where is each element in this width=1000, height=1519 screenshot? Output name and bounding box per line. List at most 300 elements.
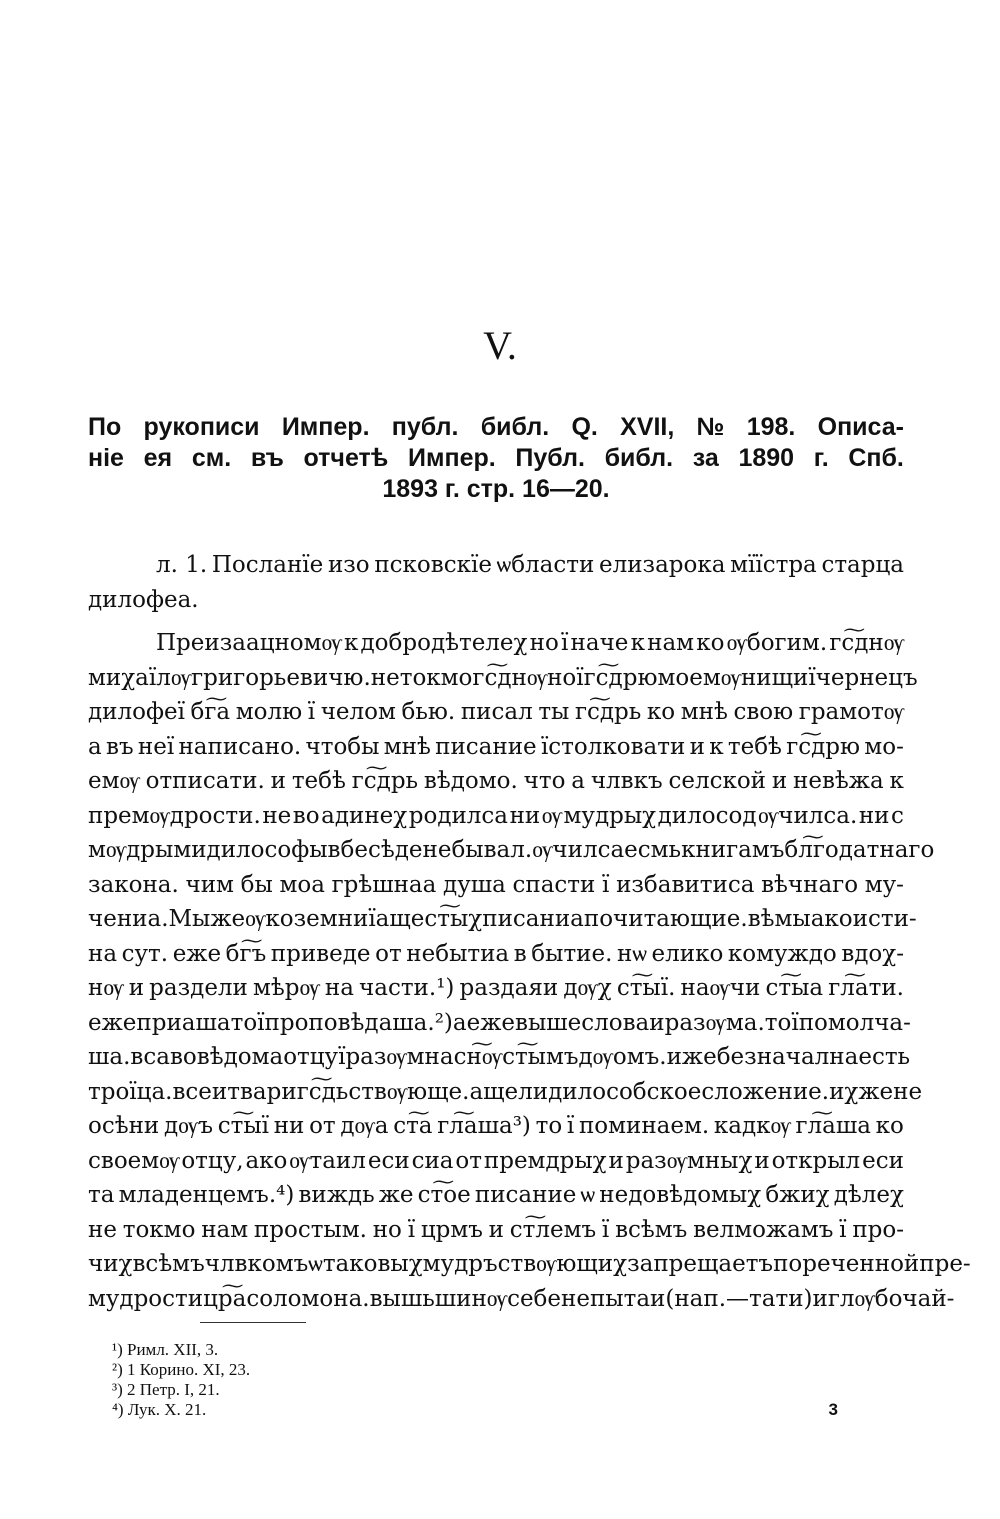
word: наѹчи [680,975,761,1001]
word: отцу [283,1044,339,1070]
word: въ [250,444,284,472]
word: ли [518,1078,549,1105]
word: чтобы [305,733,380,760]
word: Описа- [817,413,904,441]
word: нѹ [88,975,124,1001]
word: раздели [149,975,248,1001]
footnotes [112,1340,512,1420]
word: та [88,1182,115,1208]
heading-line-2: дилофеа. [88,586,199,613]
text-heading [88,548,904,617]
word: всеи [172,1078,228,1105]
word: родилса [408,802,509,829]
word: дѹχ [563,975,612,1001]
word: вышьшинѹ [369,1285,508,1312]
word: елизарока [598,552,726,578]
word: но [529,630,559,656]
word: что [523,768,566,794]
source-line-3: 1893 г. стр. 16—20. [382,475,610,503]
word: еси [367,1147,410,1174]
word: соломона. [246,1285,370,1312]
footnote: ¹) Римл. XII, 3. [112,1340,219,1359]
text-line [88,1109,904,1144]
word: избавитиса [616,871,755,898]
word: бг͠а [190,699,231,725]
word: ст͠ыї [217,1113,269,1139]
word: дилосод [657,802,757,829]
word: не [561,1285,590,1312]
word: гс͠дрь [574,699,642,725]
text-line [88,1282,955,1317]
word: гл͠аша [795,1113,871,1139]
word: л. 1. [156,552,208,578]
word: премѹдрости. [88,802,261,829]
word: мѣрѹ [253,975,320,1001]
word: еже [88,1009,137,1036]
word: ст͠ымъ [502,1044,579,1070]
word: дѣлеχ [833,1182,904,1208]
word: ст͠ыї. [616,975,676,1001]
word: не [262,802,292,829]
word: душа [443,871,506,898]
word: григорьевичю. [191,664,371,691]
word: чениа. [88,906,169,932]
word: иχ [829,1078,859,1105]
word: не [88,1216,117,1243]
text-line [88,661,918,696]
word: вса [130,1044,170,1070]
word: реченной [802,1251,920,1277]
word: бг͠ъ [225,940,267,967]
body-text [88,626,971,1316]
word: му- [864,871,904,898]
word: нам [201,1216,249,1243]
word: себе [507,1285,562,1312]
word: поминаем. [578,1113,710,1139]
word: Q. [571,413,598,441]
word: ст͠лемъ [509,1216,597,1243]
word: к [889,768,904,794]
word: к [630,630,645,656]
word: кадкѹ [713,1113,791,1139]
word: виждь [298,1182,375,1208]
word: вѣчнаго [761,871,859,898]
word: токмо [399,664,473,691]
word: бы [240,871,273,898]
word: Спб. [848,444,904,472]
word: дилофеї [88,699,185,725]
word: ї [566,1113,575,1139]
word: црмъ [420,1216,483,1243]
word: пре- [919,1251,971,1277]
word: г. [813,444,829,472]
word: библ. [480,413,550,441]
word: Преизаацномѹ [156,630,342,656]
word: ни [509,802,541,829]
text-line [88,1075,923,1110]
word: не [422,837,452,863]
word: ї [602,871,610,898]
word: тебѣ [727,733,782,760]
word: токмо [122,1216,196,1243]
word: а [452,1009,467,1036]
word: їстолковати [540,733,686,760]
word: написано. [178,733,302,760]
word: помолча- [798,1009,911,1036]
word: цр͠а [203,1285,247,1312]
word: ст͠ыχ [424,906,483,932]
word: чим [185,871,234,898]
word: бжиχ [765,1182,830,1208]
word: комуждо [727,940,837,967]
word: грамотѹ [798,699,904,725]
word: про- [852,1216,904,1243]
word: мудрости [88,1285,204,1312]
word: писание [474,1182,577,1208]
word: дѹа [340,1113,389,1139]
word: дѹъ [163,1113,214,1139]
word: см. [191,444,232,472]
word: писание [435,733,537,760]
word: нам [647,630,695,656]
word: свою [733,699,794,725]
word: земниї [293,906,376,932]
word: библ. [604,444,674,472]
word: ї [839,1216,847,1243]
word: есмь [624,837,682,863]
word: и [771,768,788,794]
word: в [513,940,527,967]
word: гс͠днѹ [472,664,548,691]
word: ѡбласти [496,552,595,578]
word: и [608,1147,624,1174]
chapter-number: V. [483,323,517,368]
word: дилособское [548,1078,702,1105]
word: Публ. [515,444,585,472]
word: Мы [168,906,211,932]
word: челом [320,699,396,725]
word: ї [257,1009,265,1036]
word: велможамъ [693,1216,834,1243]
word: мудрыχ [563,802,657,829]
word: нѡ [617,940,647,967]
word: во [169,1044,197,1070]
word: нищиї [740,664,816,691]
word: еже [172,940,222,967]
text-line [88,868,904,903]
word: и [488,1216,504,1243]
word: раздаяи [459,975,559,1001]
word: писал [460,699,533,725]
word: ко [646,699,676,725]
word: гс͠дьствѹюще. [296,1078,470,1105]
word: Импер. [408,444,496,472]
word: ша. [88,1044,131,1070]
word: 1890 [738,444,795,472]
word: бывал. [451,837,533,863]
word: своемѹ [88,1147,180,1174]
word: то [535,1113,563,1139]
word: таковыχ [322,1251,423,1277]
word: публ. [391,413,459,441]
word: ст͠ыа [765,975,824,1001]
word: ѡ [308,1251,323,1277]
word: въ [106,733,134,760]
word: ѹчилса [532,837,625,863]
footnote: ²) 1 Корино. XI, 23. [112,1360,251,1379]
word: емѹ [88,768,140,794]
word: гл͠аша³) [437,1113,531,1139]
word: бесѣде [340,837,423,863]
word: бл͠годатнаго [784,837,935,863]
word: ты [538,699,570,725]
text-line [88,626,904,661]
word: дилософы [206,837,328,863]
word: от [375,940,402,967]
word: ако [810,906,853,932]
word: то [230,1009,258,1036]
word: еси [862,1147,904,1174]
word: гс͠дрь [351,768,419,794]
word: вѣдома [196,1044,284,1070]
word: сн͠ѹ [453,1044,503,1070]
word: ѹко [245,906,294,932]
word: аще [375,906,425,932]
word: но [547,664,577,691]
word: ї [791,1009,799,1036]
word: Импер. [281,413,370,441]
word: писаниа [482,906,584,932]
word: выше [515,1009,582,1036]
word: ст͠ое [417,1182,471,1208]
word: отписати. [145,768,265,794]
source-line-1 [88,412,904,443]
word: ї [601,1216,610,1243]
word: книгамъ [681,837,785,863]
word: елико [651,940,724,967]
word: от [455,1147,482,1174]
word: небытиа [406,940,510,967]
word: же [858,1078,894,1105]
word: сиа [411,1147,454,1174]
word: вѣдомо. [423,768,518,794]
word: Посланїе [211,552,324,578]
word: ко [696,630,725,656]
word: и [270,768,286,794]
text-line [88,764,904,799]
word: сложение. [701,1078,830,1105]
word: и [128,975,145,1001]
footnote-divider [200,1322,306,1323]
text-line [88,695,904,730]
word: приведе [270,940,371,967]
word: безначална [716,1044,859,1070]
text-line [88,902,917,937]
word: рукописи [143,413,260,441]
word: молю [235,699,303,725]
word: гс͠дрю [786,733,861,760]
word: адинеχ [321,802,408,829]
word: части.¹) [359,975,455,1001]
word: ї [307,699,316,725]
word: бытие. [531,940,613,967]
word: ніе [88,444,124,472]
word: проповѣдаша.²) [264,1009,453,1036]
word: грѣшнаа [331,871,437,898]
word: старца [821,552,904,578]
word: ея [143,444,173,472]
word: мѹдрыми [88,837,207,863]
word: же [378,1182,414,1208]
word: иже [666,1044,717,1070]
word: ї [407,1216,416,1243]
word: всѣмъ [615,1216,688,1243]
word: по [773,1251,803,1277]
word: недовѣдомыχ [599,1182,762,1208]
word: ако [245,1147,288,1174]
word: и [754,1147,770,1174]
word: ѹ [541,802,563,829]
word: не [893,1078,923,1105]
word: миχаїлѹ [88,664,192,691]
word: то [764,1009,792,1036]
word: По [88,413,122,441]
word: еже [466,1009,516,1036]
word: ко [875,1113,904,1139]
word: пытаи [589,1285,666,1312]
word: ни [273,1113,305,1139]
word: младенцемъ.⁴) [118,1182,295,1208]
word: псковскїе [374,552,492,578]
word: а [571,768,585,794]
word: твари [227,1078,297,1105]
word: чиχ [88,1251,133,1277]
text-line [88,730,904,765]
word: но [372,1216,402,1243]
word: закона. [88,871,179,898]
word: ї [576,664,584,691]
text-line [88,1247,971,1282]
word: разѹма. [664,1009,765,1036]
word: аще [469,1078,519,1105]
text-line [88,971,904,1006]
word: члвкъ [590,768,663,794]
word: моемѹ [657,664,741,691]
word: бью. [401,699,456,725]
word: гл͠ати. [828,975,904,1001]
source-line-2 [88,443,904,474]
word: к [709,733,724,760]
word: селской [668,768,767,794]
word: мнѣ [383,733,431,760]
word: на [88,940,118,967]
word: от [309,1113,336,1139]
word: исти- [852,906,917,932]
word: с [891,802,904,829]
footnote: ³) 2 Петр. I, 21. [112,1380,220,1399]
word: отцу, [181,1147,244,1174]
word: почитающие. [583,906,748,932]
word: в [327,837,341,863]
word: спасти [512,871,596,898]
word: мнѣ [680,699,728,725]
word: ї [561,630,569,656]
text-line [88,1178,904,1213]
word: троїца. [88,1078,173,1105]
word: же [210,906,246,932]
word: разѹмна [345,1044,454,1070]
word: на [324,975,354,1001]
word: члвкомъ [204,1251,309,1277]
word: приаша [136,1009,231,1036]
word: слова [581,1009,650,1036]
word: моа [279,871,325,898]
word: добродѣтелеχ [360,630,528,656]
word: и [649,1009,665,1036]
word: тебѣ [291,768,346,794]
word: запрещаетъ [627,1251,774,1277]
word: ї [338,1044,346,1070]
word: и [689,733,705,760]
word: вѣмы [747,906,811,932]
word: не [370,664,400,691]
text-line [88,833,935,868]
word: мо- [864,733,904,760]
word: чернецъ [815,664,918,691]
text-line [88,1213,904,1248]
word: неї [137,733,175,760]
word: во [292,802,320,829]
word: есть [858,1044,911,1070]
text-line [88,937,904,972]
text-line [88,1040,911,1075]
text-line [88,1006,911,1041]
word: глѹбочай- [827,1285,955,1312]
word: премдрыχ [483,1147,607,1174]
word: гс͠дрю [583,664,658,691]
heading-line-1 [88,548,904,583]
word: 198. [746,413,796,441]
word: ни [858,802,890,829]
source-description [88,412,904,505]
word: дѹомъ. [578,1044,667,1070]
word: наче [570,630,629,656]
word: и [812,1285,828,1312]
page-number: 3 [828,1400,838,1419]
word: ѹтаил [289,1147,366,1174]
word: осѣни [88,1113,160,1139]
word: изо [327,552,370,578]
word: ѡ [580,1182,596,1208]
text-line [88,799,904,834]
footnote: ⁴) Лук. X. 21. [112,1400,207,1419]
word: сут. [121,940,169,967]
word: к [343,630,359,656]
word: за [692,444,719,472]
word: всѣмъ [132,1251,205,1277]
word: а [88,733,102,760]
word: невѣжа [793,768,884,794]
word: разѹмныχ [625,1147,753,1174]
word: мудръствѹющиχ [422,1251,628,1277]
word: отчетѣ [303,444,389,472]
word: ѹбогим. [726,630,828,656]
word: ст͠а [393,1113,433,1139]
word: мїїстра [730,552,817,578]
word: XVII, [620,413,675,441]
word: вдоχ- [841,940,904,967]
word: (нап.—тати) [665,1285,813,1312]
